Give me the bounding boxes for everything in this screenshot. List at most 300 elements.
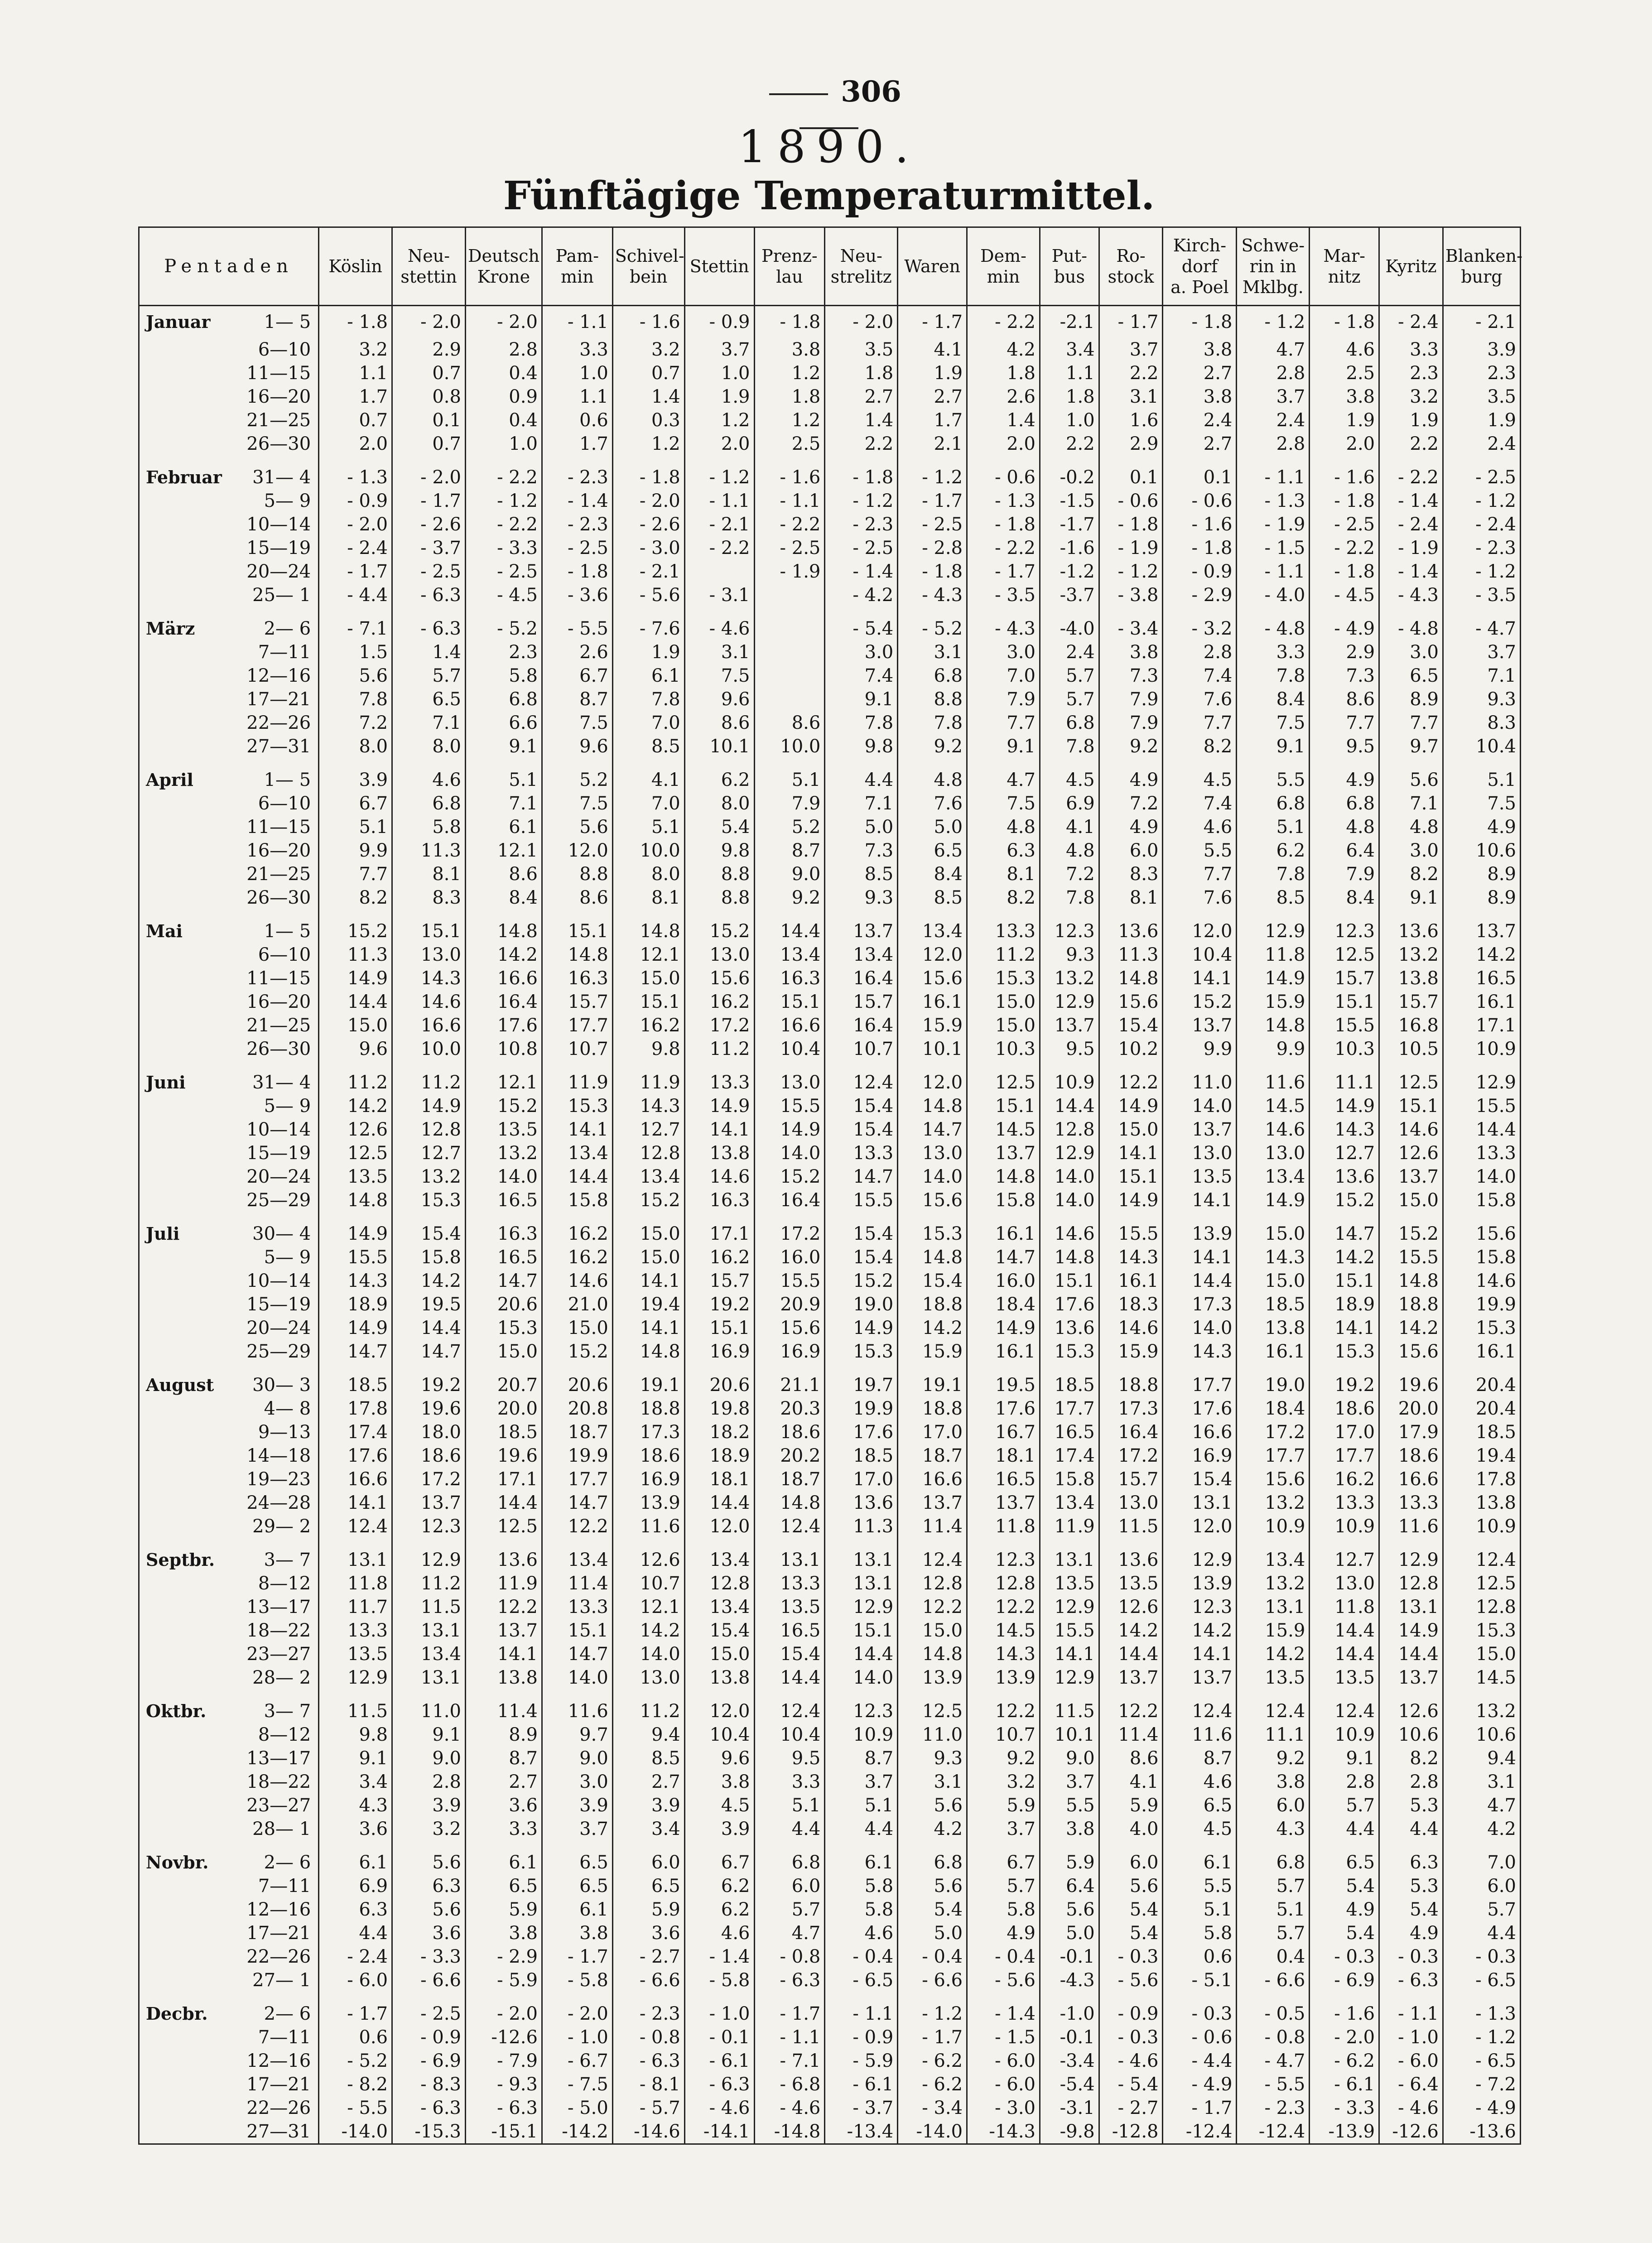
temp-cell: -14.2	[542, 2120, 612, 2143]
temp-cell: 2.7	[465, 1770, 542, 1794]
month-label	[139, 1898, 230, 1921]
temp-cell: 1.2	[612, 432, 684, 456]
temp-cell: 12.8	[1040, 1118, 1099, 1141]
temp-cell: 16.8	[1379, 1014, 1443, 1037]
month-label	[139, 1189, 230, 1212]
temp-cell: 18.8	[612, 1397, 684, 1420]
temp-cell: 2.9	[392, 338, 466, 361]
temp-cell: 13.3	[1379, 1491, 1443, 1515]
temp-cell: 11.0	[1163, 1071, 1237, 1094]
temp-cell: 18.1	[684, 1468, 754, 1491]
month-label: Juni	[139, 1071, 230, 1094]
temp-cell: 19.0	[1237, 1373, 1310, 1397]
temp-cell: 12.4	[319, 1515, 392, 1538]
temp-cell: 2.2	[1040, 432, 1099, 456]
temp-cell: 13.9	[1163, 1572, 1237, 1595]
temp-cell: 9.0	[392, 1747, 466, 1770]
temp-cell: - 4.6	[754, 2096, 825, 2120]
temp-cell: 14.8	[898, 1094, 967, 1118]
temp-cell: - 6.2	[898, 2073, 967, 2096]
month-label: März	[139, 617, 230, 640]
pentade-label: 21—25	[230, 862, 319, 886]
temp-cell: 14.3	[1099, 1246, 1163, 1269]
temp-cell: 15.6	[1379, 1340, 1443, 1363]
temp-cell: - 5.5	[319, 2096, 392, 2120]
temp-cell: 17.1	[1443, 1014, 1520, 1037]
table-row	[139, 1595, 1521, 1619]
month-label	[139, 990, 230, 1014]
temp-cell: 9.2	[898, 735, 967, 758]
temp-cell: 13.1	[319, 1548, 392, 1572]
temp-cell: 7.7	[1163, 862, 1237, 886]
temp-cell: - 1.7	[898, 306, 967, 338]
temp-cell: 7.6	[898, 792, 967, 815]
temp-cell: 16.5	[754, 1619, 825, 1642]
temp-cell: 15.2	[1163, 990, 1237, 1014]
temp-cell: 5.7	[1237, 1921, 1310, 1945]
temp-cell: - 1.2	[1443, 2026, 1520, 2049]
temp-cell: 11.8	[1237, 943, 1310, 967]
month-gap-row	[139, 758, 1521, 768]
temp-cell: 3.7	[1099, 338, 1163, 361]
temp-cell: 4.1	[612, 768, 684, 792]
temp-cell: - 7.2	[1443, 2073, 1520, 2096]
temp-cell: - 6.2	[898, 2049, 967, 2073]
month-label	[139, 2073, 230, 2096]
temp-cell: 3.0	[1379, 839, 1443, 862]
temp-cell: - 1.4	[967, 2002, 1040, 2026]
temp-cell: 14.8	[1040, 1246, 1099, 1269]
temp-cell: 3.3	[542, 338, 612, 361]
temp-cell: 13.8	[465, 1666, 542, 1689]
temp-cell: 19.1	[612, 1373, 684, 1397]
month-label	[139, 2120, 230, 2143]
temp-cell: 3.9	[319, 768, 392, 792]
temp-cell: 1.9	[612, 640, 684, 664]
temp-cell: 13.4	[612, 1165, 684, 1189]
temp-cell: 6.8	[1237, 792, 1310, 815]
temp-cell: 13.7	[898, 1491, 967, 1515]
pentade-label: 10—14	[230, 513, 319, 536]
temp-cell	[754, 688, 825, 711]
temp-cell: - 2.2	[465, 466, 542, 489]
temp-cell: 15.9	[898, 1014, 967, 1037]
temp-cell: 5.4	[898, 1898, 967, 1921]
temp-cell: 15.7	[542, 990, 612, 1014]
temp-cell: - 6.0	[1379, 2049, 1443, 2073]
temp-cell: 17.1	[684, 1222, 754, 1246]
temp-cell: - 5.2	[898, 617, 967, 640]
table-row	[139, 1642, 1521, 1666]
temp-cell: 14.8	[1099, 967, 1163, 990]
temp-cell: 9.8	[319, 1723, 392, 1747]
temp-cell: 13.7	[465, 1619, 542, 1642]
temp-cell: 14.4	[1163, 1269, 1237, 1293]
temp-cell: 5.6	[898, 1794, 967, 1817]
temp-cell: 16.6	[465, 967, 542, 990]
table-row	[139, 664, 1521, 688]
temp-cell: 14.0	[825, 1666, 898, 1689]
temp-cell: 2.6	[967, 385, 1040, 409]
temp-cell: 15.8	[542, 1189, 612, 1212]
temp-cell: 0.6	[319, 2026, 392, 2049]
temp-cell: -15.3	[392, 2120, 466, 2143]
table-row	[139, 2026, 1521, 2049]
temp-cell: 5.0	[1040, 1921, 1099, 1945]
temp-cell: - 1.7	[754, 2002, 825, 2026]
pentade-label: 27—31	[230, 735, 319, 758]
temp-cell: 20.9	[754, 1293, 825, 1316]
table-row	[139, 943, 1521, 967]
month-label	[139, 1397, 230, 1420]
temp-cell: 18.5	[825, 1444, 898, 1468]
table-row	[139, 815, 1521, 839]
temp-cell: 16.1	[967, 1222, 1040, 1246]
temp-cell: 16.1	[1237, 1340, 1310, 1363]
pentade-label: 17—21	[230, 688, 319, 711]
table-row	[139, 1014, 1521, 1037]
temp-cell: 15.2	[612, 1189, 684, 1212]
temp-cell: 15.6	[1099, 990, 1163, 1014]
temp-cell: 5.8	[392, 815, 466, 839]
temp-cell: - 6.1	[684, 2049, 754, 2073]
temp-cell: - 0.5	[1237, 2002, 1310, 2026]
temp-cell: 7.7	[1163, 711, 1237, 735]
temp-cell: - 3.0	[612, 536, 684, 560]
temp-cell: 8.8	[542, 862, 612, 886]
temp-cell: 12.0	[898, 1071, 967, 1094]
temp-cell: 13.7	[1099, 1666, 1163, 1689]
temp-cell: 8.7	[825, 1747, 898, 1770]
temp-cell: - 3.1	[684, 583, 754, 607]
temp-cell: 15.1	[392, 919, 466, 943]
temp-cell: - 1.2	[1443, 489, 1520, 513]
temp-cell: 6.1	[1163, 1851, 1237, 1874]
month-gap-row	[139, 910, 1521, 919]
pentade-label: 10—14	[230, 1269, 319, 1293]
temp-cell: 5.4	[1310, 1874, 1379, 1898]
temp-cell: 4.4	[1310, 1817, 1379, 1841]
temp-cell: 7.3	[1310, 664, 1379, 688]
temp-cell: -3.1	[1040, 2096, 1099, 2120]
temp-cell: 17.2	[392, 1468, 466, 1491]
temp-cell: - 4.6	[1099, 2049, 1163, 2073]
temp-cell: - 2.4	[319, 1945, 392, 1969]
table-row	[139, 1094, 1521, 1118]
temp-cell: 14.6	[542, 1269, 612, 1293]
temp-cell: 14.8	[898, 1642, 967, 1666]
pentade-label: 27— 1	[230, 1969, 319, 1992]
temp-cell: 4.4	[825, 1817, 898, 1841]
month-gap-row	[139, 1538, 1521, 1548]
temp-cell: 8.1	[967, 862, 1040, 886]
temp-cell: - 8.1	[612, 2073, 684, 2096]
temp-cell: 14.8	[1379, 1269, 1443, 1293]
temp-cell: - 6.9	[392, 2049, 466, 2073]
temp-cell: 15.0	[465, 1340, 542, 1363]
temp-cell: 18.6	[612, 1444, 684, 1468]
temp-cell: 13.3	[1310, 1491, 1379, 1515]
temp-cell: 1.4	[392, 640, 466, 664]
temp-cell: 5.8	[967, 1898, 1040, 1921]
temp-cell: 11.8	[319, 1572, 392, 1595]
table-body	[139, 306, 1521, 2144]
temp-cell: 13.0	[754, 1071, 825, 1094]
temp-cell: 14.4	[1040, 1094, 1099, 1118]
temp-cell: - 2.5	[898, 513, 967, 536]
table-row	[139, 919, 1521, 943]
temp-cell: 5.2	[754, 815, 825, 839]
temp-cell: - 0.3	[1443, 1945, 1520, 1969]
temp-cell: - 4.3	[967, 617, 1040, 640]
temp-cell: 2.7	[825, 385, 898, 409]
temp-cell: - 5.6	[612, 583, 684, 607]
pentade-label: 22—26	[230, 1945, 319, 1969]
temp-cell: 3.5	[1443, 385, 1520, 409]
temp-cell: - 7.1	[754, 2049, 825, 2073]
temp-cell: -4.0	[1040, 617, 1099, 640]
temp-cell: 12.9	[392, 1548, 466, 1572]
temp-cell: 14.5	[1443, 1666, 1520, 1689]
month-label	[139, 513, 230, 536]
temp-cell: - 3.7	[392, 536, 466, 560]
month-label	[139, 1572, 230, 1595]
month-label	[139, 839, 230, 862]
page-title: Fünftägige Temperaturmittel.	[503, 173, 1155, 219]
temp-cell: 16.4	[754, 1189, 825, 1212]
temp-cell: 3.6	[319, 1817, 392, 1841]
pentade-label: 15—19	[230, 1141, 319, 1165]
temp-cell: 12.5	[1379, 1071, 1443, 1094]
temp-cell: - 2.2	[967, 306, 1040, 338]
temp-cell: 0.6	[1163, 1945, 1237, 1969]
temp-cell: 0.7	[392, 361, 466, 385]
table-row	[139, 1491, 1521, 1515]
temp-cell: 12.7	[392, 1141, 466, 1165]
table-row	[139, 536, 1521, 560]
temp-cell: 4.6	[825, 1921, 898, 1945]
table-row	[139, 2096, 1521, 2120]
temp-cell: - 3.0	[967, 2096, 1040, 2120]
temp-cell: - 1.3	[319, 466, 392, 489]
table-row	[139, 385, 1521, 409]
temp-cell: 16.6	[392, 1014, 466, 1037]
table-row	[139, 1851, 1521, 1874]
temp-cell: 14.5	[967, 1118, 1040, 1141]
temp-cell: 20.6	[542, 1373, 612, 1397]
temp-cell: 11.7	[319, 1595, 392, 1619]
temp-cell: 4.4	[1443, 1921, 1520, 1945]
temp-cell: 13.7	[1379, 1165, 1443, 1189]
temp-cell: 4.9	[967, 1921, 1040, 1945]
temp-cell: 12.9	[1040, 1666, 1099, 1689]
temp-cell: 3.3	[1237, 640, 1310, 664]
temp-cell: - 8.3	[392, 2073, 466, 2096]
temp-cell: 13.1	[1379, 1595, 1443, 1619]
temp-cell: 14.0	[1163, 1316, 1237, 1340]
table-row	[139, 1898, 1521, 1921]
temp-cell: 3.0	[1379, 640, 1443, 664]
temp-cell: 6.1	[612, 664, 684, 688]
temp-cell: 17.7	[1040, 1397, 1099, 1420]
temp-cell: - 5.2	[319, 2049, 392, 2073]
pentade-label: 15—19	[230, 1293, 319, 1316]
temp-cell: 15.5	[1443, 1094, 1520, 1118]
temp-cell: - 1.6	[1163, 513, 1237, 536]
temp-cell: 8.7	[1163, 1747, 1237, 1770]
temp-cell: 5.1	[1163, 1898, 1237, 1921]
temp-cell: - 0.4	[898, 1945, 967, 1969]
temp-cell: 18.6	[1310, 1397, 1379, 1420]
temp-cell: 13.5	[1163, 1165, 1237, 1189]
temp-cell: 6.5	[898, 839, 967, 862]
temp-cell: 13.7	[1379, 1666, 1443, 1689]
table-row	[139, 1699, 1521, 1723]
pentade-label: 30— 3	[230, 1373, 319, 1397]
temp-cell: 15.1	[1310, 990, 1379, 1014]
temp-cell: 6.0	[1099, 1851, 1163, 1874]
pentade-label: 13—17	[230, 1747, 319, 1770]
pentade-label: 12—16	[230, 664, 319, 688]
temp-cell: 3.7	[684, 338, 754, 361]
temp-cell: 17.6	[1163, 1397, 1237, 1420]
pentade-label: 21—25	[230, 1014, 319, 1037]
temp-cell: 16.5	[1040, 1420, 1099, 1444]
temp-cell: 15.8	[967, 1189, 1040, 1212]
temp-cell: 12.8	[684, 1572, 754, 1595]
temp-cell: 13.1	[825, 1548, 898, 1572]
temp-cell: 16.4	[465, 990, 542, 1014]
pentade-label: 7—11	[230, 1874, 319, 1898]
pentade-label: 6—10	[230, 792, 319, 815]
temp-cell: 10.9	[1443, 1515, 1520, 1538]
temp-cell: 13.4	[1040, 1491, 1099, 1515]
temp-cell: 14.3	[612, 1094, 684, 1118]
table-row	[139, 1118, 1521, 1141]
temp-cell: 15.5	[754, 1094, 825, 1118]
temp-cell: 6.7	[967, 1851, 1040, 1874]
temp-cell: 5.6	[898, 1874, 967, 1898]
temp-cell: 5.6	[1379, 768, 1443, 792]
temp-cell: 18.7	[898, 1444, 967, 1468]
temp-cell: 16.2	[684, 1246, 754, 1269]
temp-cell: 14.8	[754, 1491, 825, 1515]
temp-cell: 0.1	[1099, 466, 1163, 489]
temp-cell: 1.1	[1040, 361, 1099, 385]
temp-cell: - 8.2	[319, 2073, 392, 2096]
temp-cell: - 4.9	[1310, 617, 1379, 640]
temp-cell: - 1.2	[684, 466, 754, 489]
table-row	[139, 1373, 1521, 1397]
temp-cell: 14.4	[684, 1491, 754, 1515]
temp-cell: 15.1	[684, 1316, 754, 1340]
temp-cell: - 3.7	[825, 2096, 898, 2120]
temp-cell: - 1.1	[1237, 466, 1310, 489]
temp-cell: 9.6	[684, 688, 754, 711]
temp-cell: 15.2	[1379, 1222, 1443, 1246]
temp-cell: 13.4	[1237, 1548, 1310, 1572]
month-label	[139, 361, 230, 385]
temp-cell: 15.4	[1099, 1014, 1163, 1037]
temp-cell: - 2.9	[465, 1945, 542, 1969]
temp-cell: 17.7	[1310, 1444, 1379, 1468]
temp-cell: 6.0	[612, 1851, 684, 1874]
temp-cell: 7.1	[392, 711, 466, 735]
temp-cell: 8.0	[612, 862, 684, 886]
temp-cell: - 1.8	[1310, 306, 1379, 338]
temp-cell: 10.4	[1163, 943, 1237, 967]
temp-cell: 1.9	[1443, 409, 1520, 432]
temp-cell: 5.9	[967, 1794, 1040, 1817]
temp-cell: 3.4	[612, 1817, 684, 1841]
temp-cell: -5.4	[1040, 2073, 1099, 2096]
temp-cell: 17.9	[1379, 1420, 1443, 1444]
temp-cell: 18.1	[967, 1444, 1040, 1468]
temp-cell: - 4.4	[319, 583, 392, 607]
temp-cell: 12.4	[1163, 1699, 1237, 1723]
temp-cell: 8.7	[465, 1747, 542, 1770]
temp-cell: 8.4	[898, 862, 967, 886]
temp-cell: 12.4	[754, 1699, 825, 1723]
temp-cell: -1.7	[1040, 513, 1099, 536]
temp-cell: 18.4	[1237, 1397, 1310, 1420]
temp-cell: 15.0	[1099, 1118, 1163, 1141]
temp-cell: 12.2	[967, 1699, 1040, 1723]
temp-cell: 18.2	[684, 1420, 754, 1444]
temp-cell: 13.5	[465, 1118, 542, 1141]
temp-cell: 10.1	[684, 735, 754, 758]
temp-cell: 10.8	[465, 1037, 542, 1061]
temp-cell: - 1.7	[392, 489, 466, 513]
pentade-label: 11—15	[230, 815, 319, 839]
temp-cell: 8.5	[825, 862, 898, 886]
temp-cell: - 1.0	[542, 2026, 612, 2049]
table-row	[139, 583, 1521, 607]
temp-cell: 10.0	[392, 1037, 466, 1061]
temp-cell: 16.0	[967, 1269, 1040, 1293]
temp-cell: 13.8	[1443, 1491, 1520, 1515]
temp-cell: 12.8	[1443, 1595, 1520, 1619]
temp-cell: 7.3	[825, 839, 898, 862]
temp-cell: - 6.3	[612, 2049, 684, 2073]
temp-cell: -12.4	[1163, 2120, 1237, 2143]
temp-cell: 19.5	[392, 1293, 466, 1316]
temp-cell: 12.5	[967, 1071, 1040, 1094]
temp-cell: 12.9	[1237, 919, 1310, 943]
pentade-label: 16—20	[230, 990, 319, 1014]
table-row	[139, 1222, 1521, 1246]
temp-cell: 15.7	[1310, 967, 1379, 990]
table-row	[139, 617, 1521, 640]
temp-cell: 4.6	[684, 1921, 754, 1945]
temp-cell: 15.1	[825, 1619, 898, 1642]
temp-cell: 5.9	[465, 1898, 542, 1921]
temp-cell: - 6.6	[612, 1969, 684, 1992]
temp-cell: 17.7	[542, 1014, 612, 1037]
temp-cell: - 1.0	[1379, 2026, 1443, 2049]
temp-cell: 12.0	[542, 839, 612, 862]
temp-cell: 14.6	[392, 990, 466, 1014]
header-station: Dem- min	[967, 227, 1040, 306]
temp-cell: 12.0	[1163, 919, 1237, 943]
temp-cell: 15.1	[1040, 1269, 1099, 1293]
temp-cell: 14.0	[465, 1165, 542, 1189]
temp-cell: 19.6	[1379, 1373, 1443, 1397]
temp-cell: 14.9	[1379, 1619, 1443, 1642]
temp-cell: - 4.8	[1237, 617, 1310, 640]
temp-cell: 14.8	[898, 1246, 967, 1269]
temp-cell: 8.6	[542, 886, 612, 910]
